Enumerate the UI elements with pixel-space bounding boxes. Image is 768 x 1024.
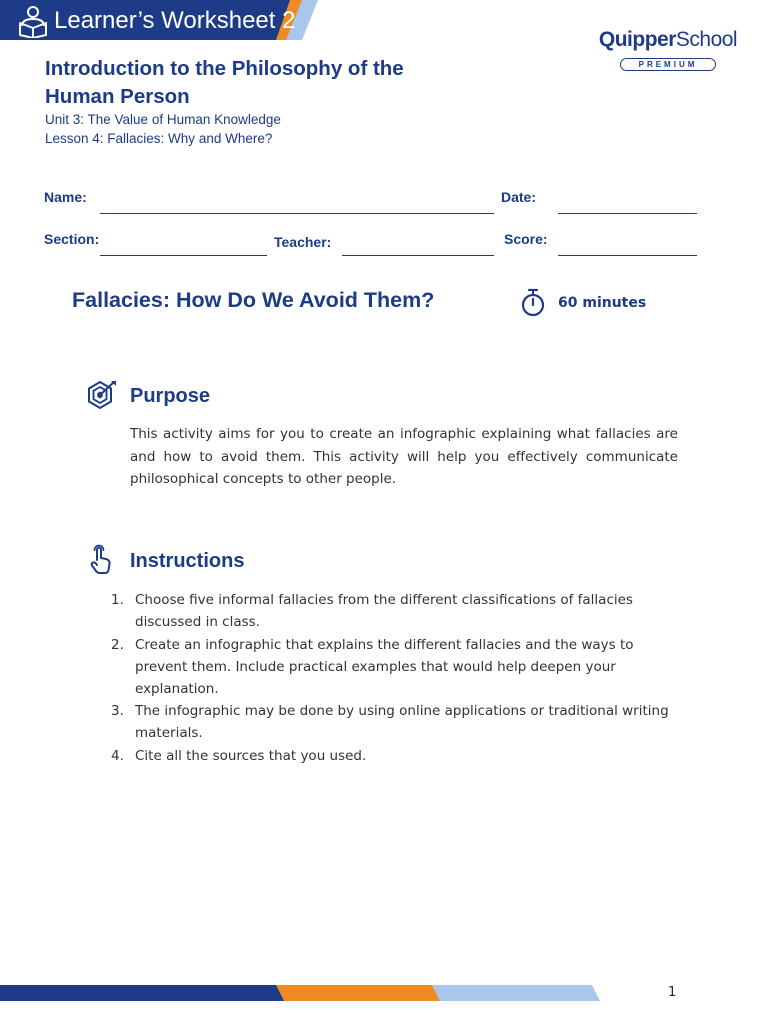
- target-icon: [86, 379, 118, 411]
- date-label: Date:: [501, 189, 537, 205]
- course-title: Introduction to the Philosophy of the Human Person: [45, 57, 404, 108]
- instructions-list: [108, 589, 683, 767]
- page-number: 1: [668, 985, 677, 1000]
- stopwatch-icon: [520, 288, 546, 318]
- step-number: 2.: [111, 636, 124, 653]
- section-field[interactable]: [100, 255, 267, 256]
- instructions-heading: Instructions: [130, 550, 245, 572]
- brand-name: [598, 28, 738, 52]
- reader-book-icon: [16, 4, 50, 38]
- brand-logo: [598, 28, 738, 71]
- step-text: Cite all the sources that you used.: [135, 747, 367, 764]
- brand-tier-badge: PREMIUM: [620, 58, 717, 71]
- unit-subtitle: Unit 3: The Value of Human Knowledge: [45, 112, 281, 127]
- pointing-hand-icon: [85, 544, 117, 576]
- step-number: 4.: [111, 747, 124, 764]
- worksheet-title: Learner’s Worksheet 2: [54, 7, 296, 34]
- teacher-field[interactable]: [342, 255, 494, 256]
- purpose-heading: Purpose: [130, 385, 211, 407]
- duration-text: 60 minutes: [558, 295, 647, 311]
- date-field[interactable]: [558, 213, 697, 214]
- footer-stripe: [0, 985, 610, 1001]
- list-item: [108, 745, 683, 767]
- name-label: Name:: [44, 189, 87, 205]
- list-item: [108, 700, 683, 744]
- purpose-text: This activity aims for you to create an infographic explaining what fallacies are and how to avoid them. This activity will help you effectively communicate philosophical concepts to other people.: [130, 426, 678, 487]
- step-number: 3.: [111, 703, 124, 719]
- step-text: The infographic may be done by using online applications or traditional writing materials.: [135, 703, 669, 741]
- score-label: Score:: [504, 231, 548, 247]
- step-number: 1.: [111, 592, 124, 608]
- section-label: Section:: [44, 231, 100, 247]
- list-item: [108, 634, 683, 700]
- brand-name-part2: School: [675, 28, 738, 51]
- list-item: [108, 589, 683, 633]
- name-field[interactable]: [100, 213, 494, 214]
- lesson-subtitle: Lesson 4: Fallacies: Why and Where?: [45, 131, 273, 146]
- score-field[interactable]: [558, 255, 697, 256]
- teacher-label: Teacher:: [274, 234, 332, 250]
- activity-title: Fallacies: How Do We Avoid Them?: [72, 288, 435, 312]
- step-text: Choose five informal fallacies from the different classifications of fallacies discussed in class.: [135, 592, 633, 630]
- brand-name-part1: Quipper: [598, 28, 676, 51]
- step-text: Create an infographic that explains the different fallacies and the ways to prevent them. Include practical examples that would help deepen your explanation.: [135, 636, 634, 697]
